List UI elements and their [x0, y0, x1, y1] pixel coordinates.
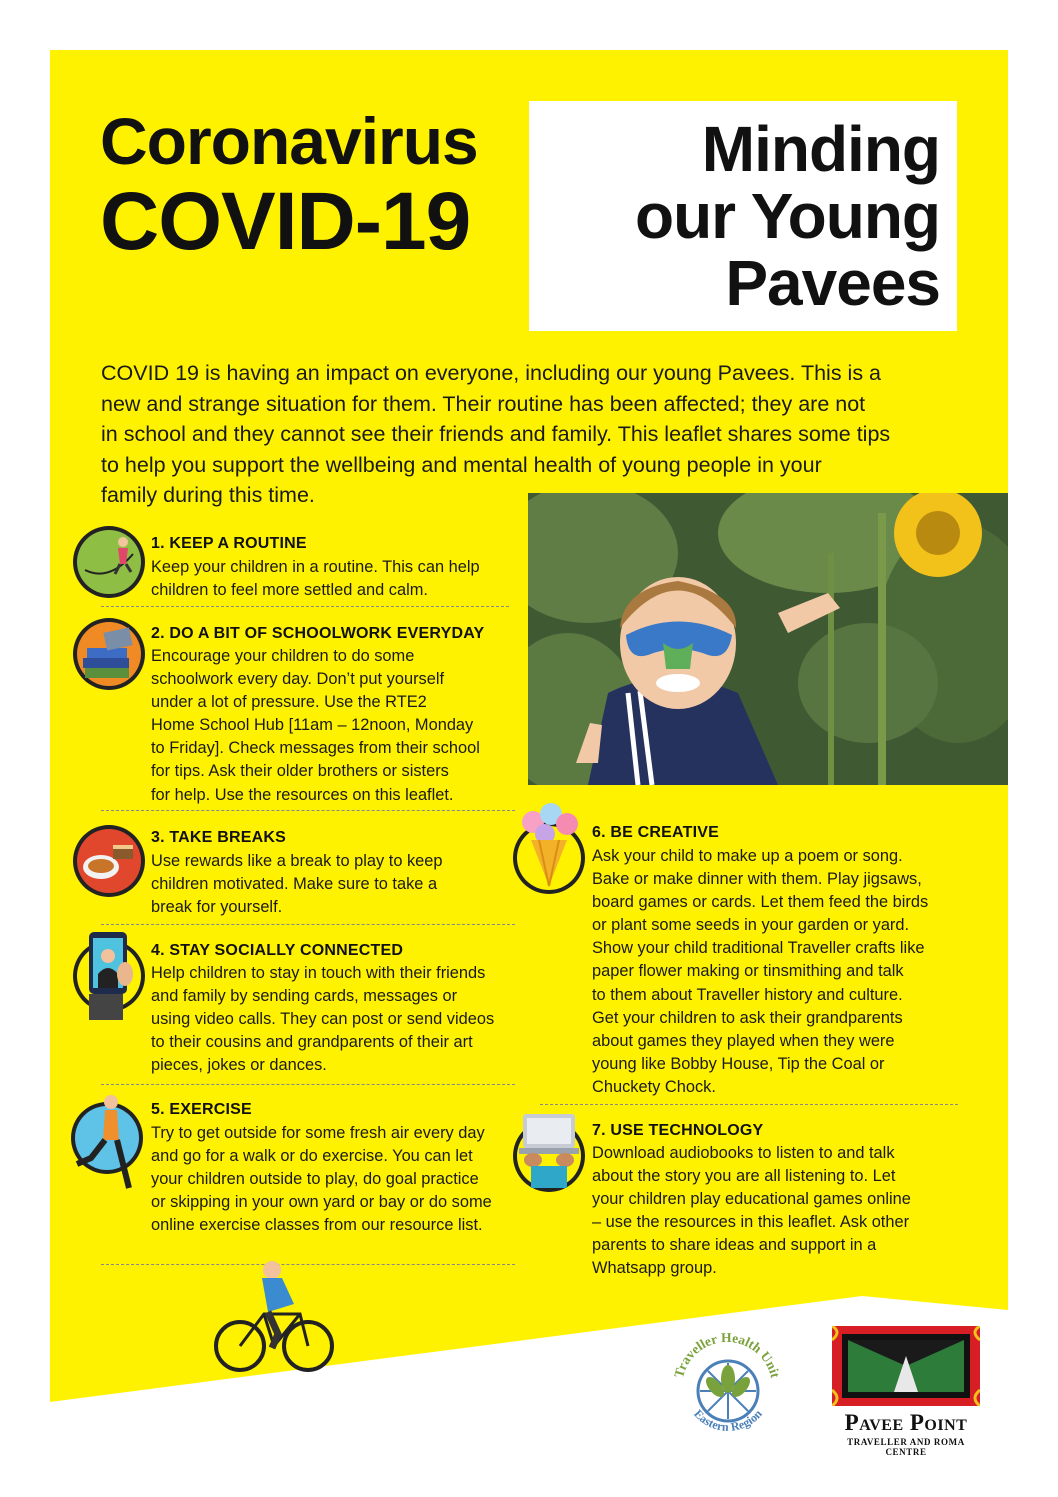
tip-heading: 6. BE CREATIVE — [592, 824, 719, 841]
intro-line: new and strange situation for them. Their routine has been affected; they are not — [101, 391, 866, 416]
tip-line: about the story you are all listening to. Let — [592, 1167, 896, 1186]
books-icon — [71, 616, 147, 692]
dashed-divider — [101, 606, 509, 607]
laptop-icon — [509, 1110, 585, 1196]
intro-line: in school and they cannot see their friends and family. This leaflet shares some tips — [101, 422, 891, 446]
runner-icon — [67, 1092, 143, 1192]
tip-body — [151, 850, 521, 919]
tip-line: children to feel more settled and calm. — [151, 581, 428, 600]
tip-body — [592, 845, 972, 1099]
thu-arc-bottom-text: Eastern Region — [691, 1406, 765, 1434]
dashed-divider — [540, 1104, 958, 1105]
tip-line: and family by sending cards, messages or — [151, 987, 458, 1006]
tip-line: for help. Use the resources on this leaflet. — [151, 785, 454, 804]
dashed-divider — [101, 810, 515, 811]
tip-line: about games they played when they were — [592, 1031, 895, 1050]
boy-sunflowers-photo — [528, 493, 1008, 785]
tip-line: using video calls. They can post or send videos — [151, 1010, 495, 1029]
tip-heading: 1. KEEP A ROUTINE — [151, 535, 307, 552]
tip-line: – use the resources in this leaflet. Ask other — [592, 1213, 910, 1232]
tip-line: Get your children to ask their grandparents — [592, 1008, 903, 1027]
tip-line: for tips. Ask their older brothers or sisters — [151, 762, 449, 781]
tip-line: paper flower making or tinsmithing and talk — [592, 962, 904, 981]
tip-line: to them about Traveller history and culture. — [592, 985, 903, 1004]
intro-paragraph — [101, 358, 981, 511]
title-covid19: COVID-19 — [100, 176, 471, 267]
title-coronavirus: Coronavirus — [100, 104, 478, 178]
pavee-point-subtitle: TRAVELLER AND ROMA CENTRE — [847, 1437, 965, 1457]
tip-line: Try to get outside for some fresh air every day — [151, 1124, 485, 1142]
video-call-phone-icon — [71, 930, 147, 1022]
tip-line: Chuckety Chock. — [592, 1077, 716, 1096]
tip-heading: 7. USE TECHNOLOGY — [592, 1122, 764, 1139]
tip-body — [151, 962, 521, 1077]
tip-line: children motivated. Make sure to take a — [151, 875, 438, 894]
tip-line: Home School Hub [11am – 12noon, Monday — [151, 716, 474, 735]
tip-line: online exercise classes from our resource list. — [151, 1216, 483, 1235]
cyclist-icon — [212, 1256, 336, 1376]
subtitle-box — [529, 101, 957, 331]
tip-heading: 5. EXERCISE — [151, 1101, 252, 1118]
tip-line: your children play educational games online — [592, 1190, 911, 1209]
subtitle-line-1: Minding — [701, 113, 940, 185]
tip-line: Keep your children in a routine. This can help — [151, 558, 480, 576]
tip-line: and go for a walk or do exercise. You can let — [151, 1147, 473, 1166]
tip-line: pieces, jokes or dances. — [151, 1056, 327, 1075]
intro-line: to help you support the wellbeing and mental health of young people in your — [101, 452, 822, 477]
tip-line: Help children to stay in touch with their friends — [151, 964, 486, 982]
traveller-health-unit-logo — [668, 1325, 786, 1443]
tip-line: Download audiobooks to listen to and talk — [592, 1144, 895, 1162]
tip-line: schoolwork every day. Don’t put yourself — [151, 670, 445, 689]
skipping-child-icon — [71, 524, 147, 600]
intro-line: family during this time. — [101, 483, 315, 507]
tip-body — [592, 1142, 972, 1281]
tip-line: to their cousins and grandparents of their art — [151, 1033, 473, 1052]
tip-line: Encourage your children to do some — [151, 647, 415, 665]
tip-body — [151, 645, 521, 807]
dashed-divider — [101, 924, 515, 925]
pavee-point-logo — [832, 1326, 980, 1406]
tea-break-icon — [71, 823, 147, 899]
subtitle-line-3: Pavees — [725, 247, 940, 319]
tip-line: your children outside to play, do goal practice — [151, 1170, 479, 1189]
tip-line: Use rewards like a break to play to keep — [151, 852, 443, 870]
tip-line: to Friday]. Check messages from their school — [151, 739, 480, 758]
tip-line: Whatsapp group. — [592, 1259, 717, 1278]
tip-heading: 2. DO A BIT OF SCHOOLWORK EVERYDAY — [151, 625, 485, 642]
tip-heading: 3. TAKE BREAKS — [151, 829, 286, 846]
tip-line: board games or cards. Let them feed the birds — [592, 893, 929, 912]
tip-line: Show your child traditional Traveller crafts like — [592, 939, 925, 958]
tip-line: or plant some seeds in your garden or yard. — [592, 916, 910, 935]
tip-body — [151, 1122, 521, 1237]
thu-arc-top-text: Traveller Health Unit — [671, 1329, 783, 1380]
intro-line: COVID 19 is having an impact on everyone, including our young Pavees. This is a — [101, 361, 882, 385]
tip-line: young like Bobby House, Tip the Coal or — [592, 1054, 885, 1073]
subtitle-line-2: our Young — [634, 180, 940, 252]
tip-heading: 4. STAY SOCIALLY CONNECTED — [151, 942, 404, 959]
dashed-divider — [101, 1084, 515, 1085]
pavee-point-name: Pavee Point — [844, 1410, 968, 1435]
tip-line: or skipping in your own yard or bay or do some — [151, 1193, 492, 1212]
paper-flowers-icon — [509, 800, 585, 896]
tip-line: parents to share ideas and support in a — [592, 1236, 877, 1255]
tip-line: Ask your child to make up a poem or song. — [592, 847, 903, 865]
tip-body — [151, 556, 521, 602]
tip-line: break for yourself. — [151, 898, 283, 917]
tip-line: under a lot of pressure. Use the RTE2 — [151, 693, 427, 712]
tip-line: Bake or make dinner with them. Play jigsaws, — [592, 870, 922, 889]
